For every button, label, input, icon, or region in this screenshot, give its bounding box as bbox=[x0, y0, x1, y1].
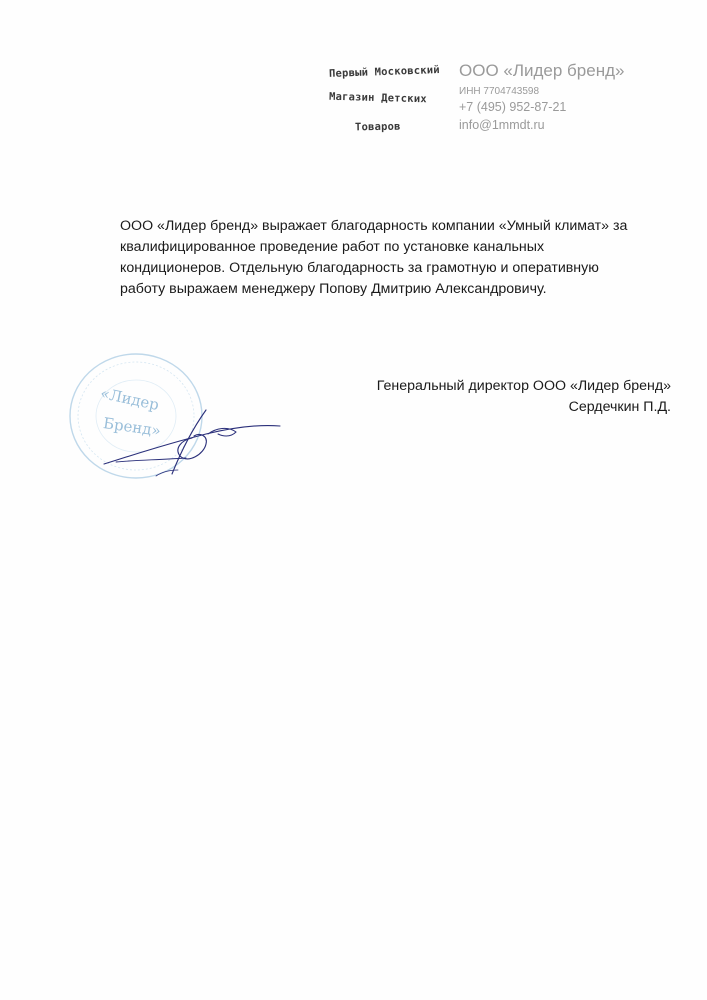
handwritten-signature bbox=[96, 404, 286, 484]
letter-body bbox=[120, 216, 640, 300]
signature-block bbox=[311, 376, 671, 418]
company-email: info@1mmdt.ru bbox=[459, 118, 545, 132]
letter-paragraph: ООО «Лидер бренд» выражает благодарность компании «Умный климат» за квалифицированное проведение работ по установке канальных кондиционеров. Отдельную благодарность за грамотную и оперативную работу выражаем менеджеру Попову Дмитрию Александровичу. bbox=[120, 218, 628, 297]
signer-title: Генеральный директор ООО «Лидер бренд» bbox=[376, 378, 671, 394]
company-phone: +7 (495) 952-87-21 bbox=[459, 100, 567, 114]
logo-line-1: Первый Московский bbox=[328, 64, 441, 80]
logo-line-2: Магазин Детских bbox=[328, 90, 427, 106]
company-inn: ИНН 7704743598 bbox=[459, 86, 540, 97]
company-name: ООО «Лидер бренд» bbox=[459, 61, 625, 80]
letterhead bbox=[459, 60, 699, 134]
logo-line-3: Товаров bbox=[354, 120, 401, 134]
signer-name: Сердечкин П.Д. bbox=[568, 399, 671, 415]
store-logo bbox=[318, 60, 448, 146]
signature-icon bbox=[96, 404, 286, 484]
stamp-text-line-1: «Лидер bbox=[98, 384, 161, 414]
stamp-text-line-2: Бренд» bbox=[102, 414, 162, 440]
